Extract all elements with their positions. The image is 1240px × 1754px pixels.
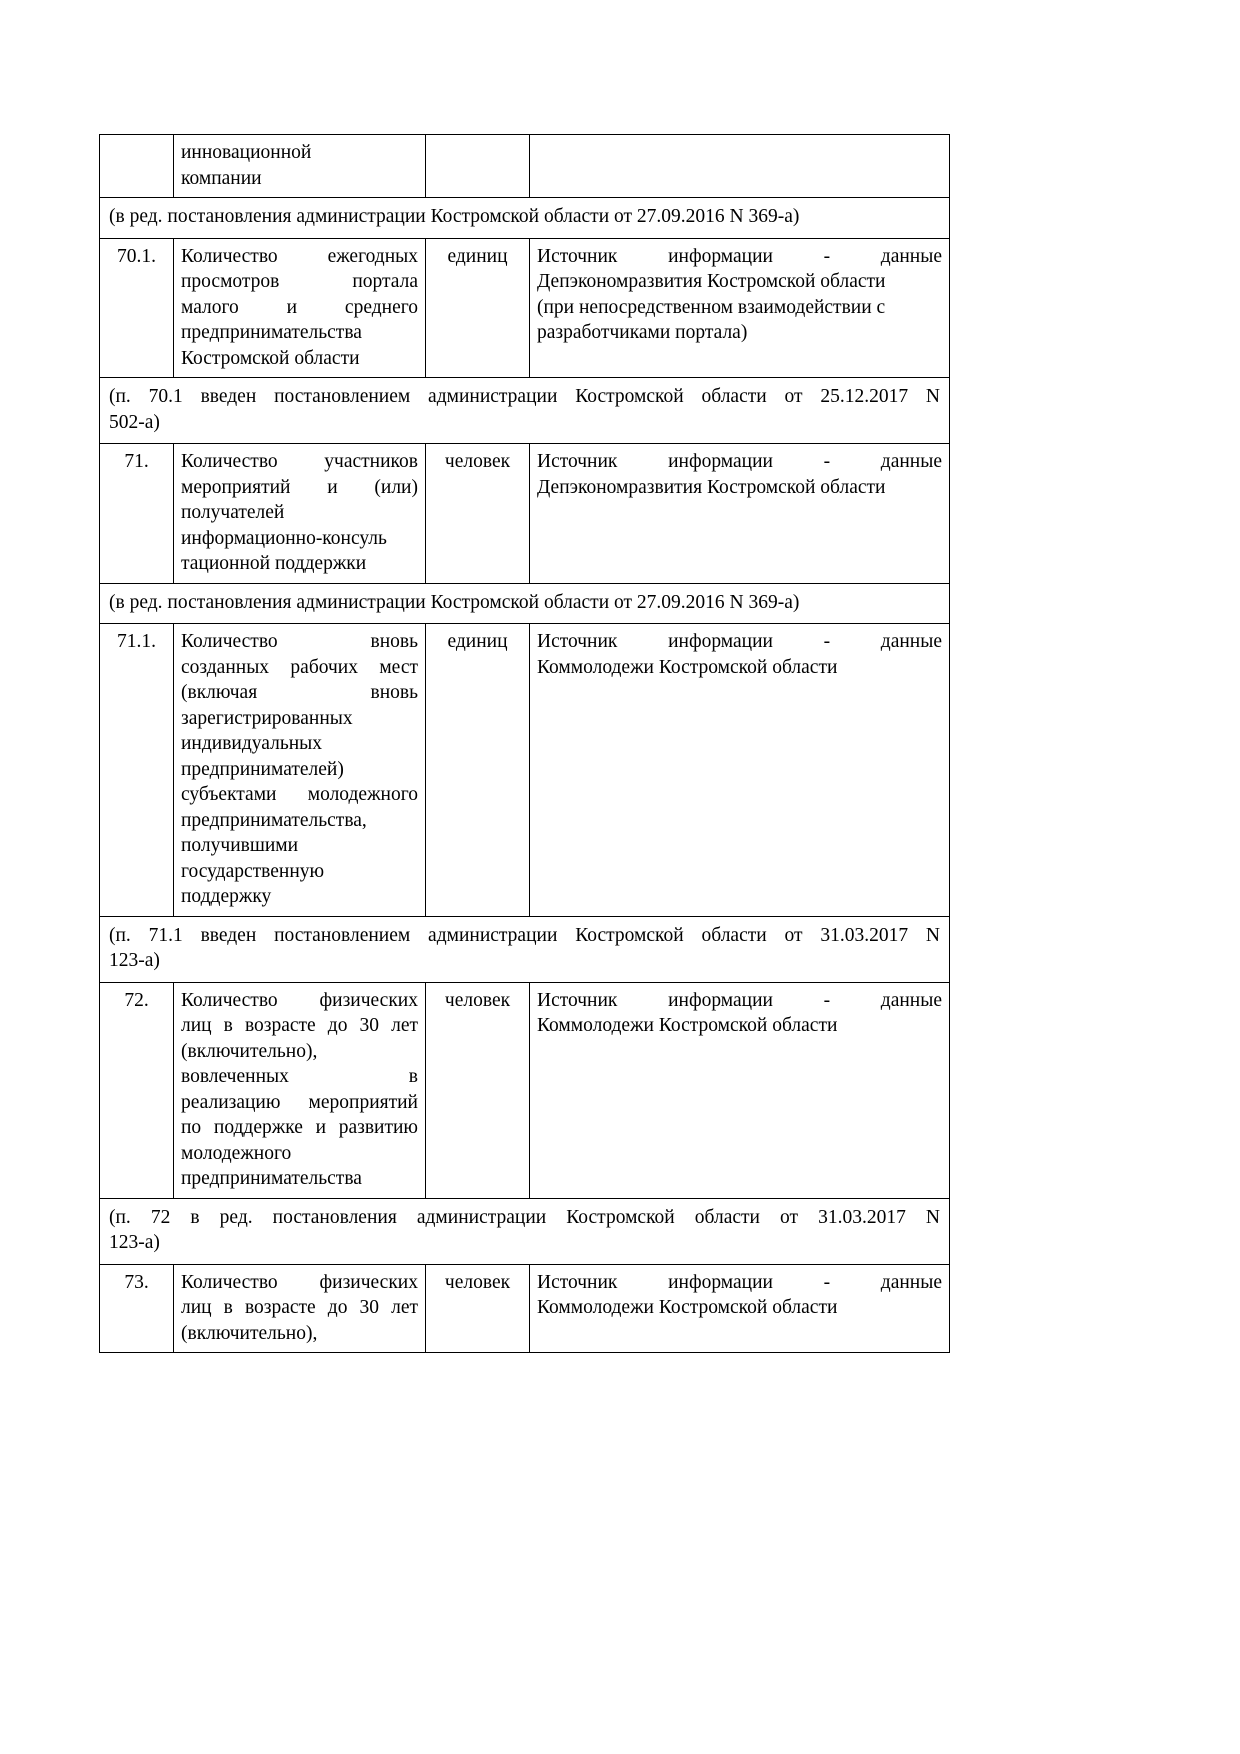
amendment-note [100,583,950,624]
text-line: инновационной [181,142,312,163]
row-number: 71.1. [100,624,174,917]
information-source [530,444,950,584]
row-number: 72. [100,982,174,1198]
measurement-unit: единиц [426,238,530,378]
indicator-name [174,624,426,917]
text-line: Коммолодежи Костромской области [537,1297,838,1318]
information-source [530,135,950,198]
text-line: (п. 72 в ред. постановления администрации Костромской области от 31.03.2017 N [109,1206,940,1228]
text-line: молодежного [181,1142,292,1164]
table-row [100,444,950,584]
text-line: 123-а) [109,950,160,971]
text-line: Коммолодежи Костромской области [537,1015,838,1036]
indicator-name [174,982,426,1198]
amendment-note-row [100,198,950,239]
text-line: 123-а) [109,1232,160,1253]
text-line: (п. 70.1 введен постановлением администрации Костромской области от 25.12.2017 N [109,386,940,407]
text-line: получателей [181,502,285,523]
text-line: предпринимательства [181,322,362,343]
measurement-unit: человек [426,982,530,1198]
text-line: тационной поддержки [181,553,367,574]
text-line: Источник информации - данные [537,245,942,267]
indicator-name [174,238,426,378]
text-line: государственную [181,860,325,882]
text-line: индивидуальных [181,733,323,754]
text-line: Коммолодежи Костромской области [537,656,838,678]
table-row [100,624,950,917]
amendment-note-row [100,1198,950,1264]
text-line: просмотров портала [181,271,418,292]
row-number: 71. [100,444,174,584]
measurement-unit: человек [426,1264,530,1353]
text-line: 502-а) [109,411,160,433]
text-line: лиц в возрасте до 30 лет [181,1297,418,1318]
table-row [100,982,950,1198]
text-line: Количество вновь [181,631,418,652]
text-line: информационно-консуль [181,527,387,549]
text-line: реализацию мероприятий [181,1091,418,1113]
row-number: 73. [100,1264,174,1353]
measurement-unit: единиц [426,624,530,917]
amendment-note-row [100,583,950,624]
text-line: мероприятий и (или) [181,476,418,498]
indicator-name [174,135,426,198]
text-line: Количество физических [181,1271,418,1293]
row-number [100,135,174,198]
information-source [530,1264,950,1353]
text-line: Источник информации - данные [537,631,942,652]
indicator-name [174,444,426,584]
text-line: предпринимателей) [181,758,344,780]
amendment-note [100,378,950,444]
table-row [100,135,950,198]
text-line: (п. 71.1 введен постановлением администрации Костромской области от 31.03.2017 N [109,924,940,946]
text-line: Депэкономразвития Костромской области [537,476,886,498]
row-number: 70.1. [100,238,174,378]
text-line: получившими [181,835,299,856]
text-line: Костромской области [181,347,360,369]
amendment-note-row [100,916,950,982]
text-line: предпринимательства [181,1168,362,1189]
text-line: Источник информации - данные [537,451,942,472]
text-line: разработчиками портала) [537,322,748,343]
text-line: Источник информации - данные [537,989,942,1011]
text-line: Количество участников [181,451,418,472]
text-line: (в ред. постановления администрации Костромской области от 27.09.2016 N 369-а) [109,206,800,227]
text-line: (включительно), [181,1322,318,1344]
text-line: созданных рабочих мест [181,656,418,678]
text-line: Депэкономразвития Костромской области [537,271,886,292]
table-body [100,135,950,1353]
text-line: Источник информации - данные [537,1271,942,1293]
text-line: компании [181,167,262,189]
amendment-note [100,1198,950,1264]
text-line: субъектами молодежного [181,784,418,805]
text-line: Количество ежегодных [181,245,418,267]
text-line: (включая вновь [181,682,418,703]
information-source [530,624,950,917]
text-line: предпринимательства, [181,809,367,831]
text-line: вовлеченных в [181,1066,418,1087]
information-source [530,238,950,378]
amendment-note [100,916,950,982]
text-line: Количество физических [181,989,418,1011]
table-row [100,238,950,378]
measurement-unit [426,135,530,198]
text-line: поддержку [181,886,272,907]
text-line: зарегистрированных [181,707,353,729]
information-source [530,982,950,1198]
amendment-note-row [100,378,950,444]
text-line: (при непосредственном взаимодействии с [537,296,886,318]
text-line: малого и среднего [181,296,418,318]
text-line: лиц в возрасте до 30 лет [181,1015,418,1036]
amendment-note [100,198,950,239]
measurement-unit: человек [426,444,530,584]
text-line: по поддержке и развитию [181,1117,418,1138]
indicator-name [174,1264,426,1353]
text-line: (в ред. постановления администрации Костромской области от 27.09.2016 N 369-а) [109,591,800,613]
text-line: (включительно), [181,1040,318,1062]
indicators-table [99,134,950,1353]
table-row [100,1264,950,1353]
